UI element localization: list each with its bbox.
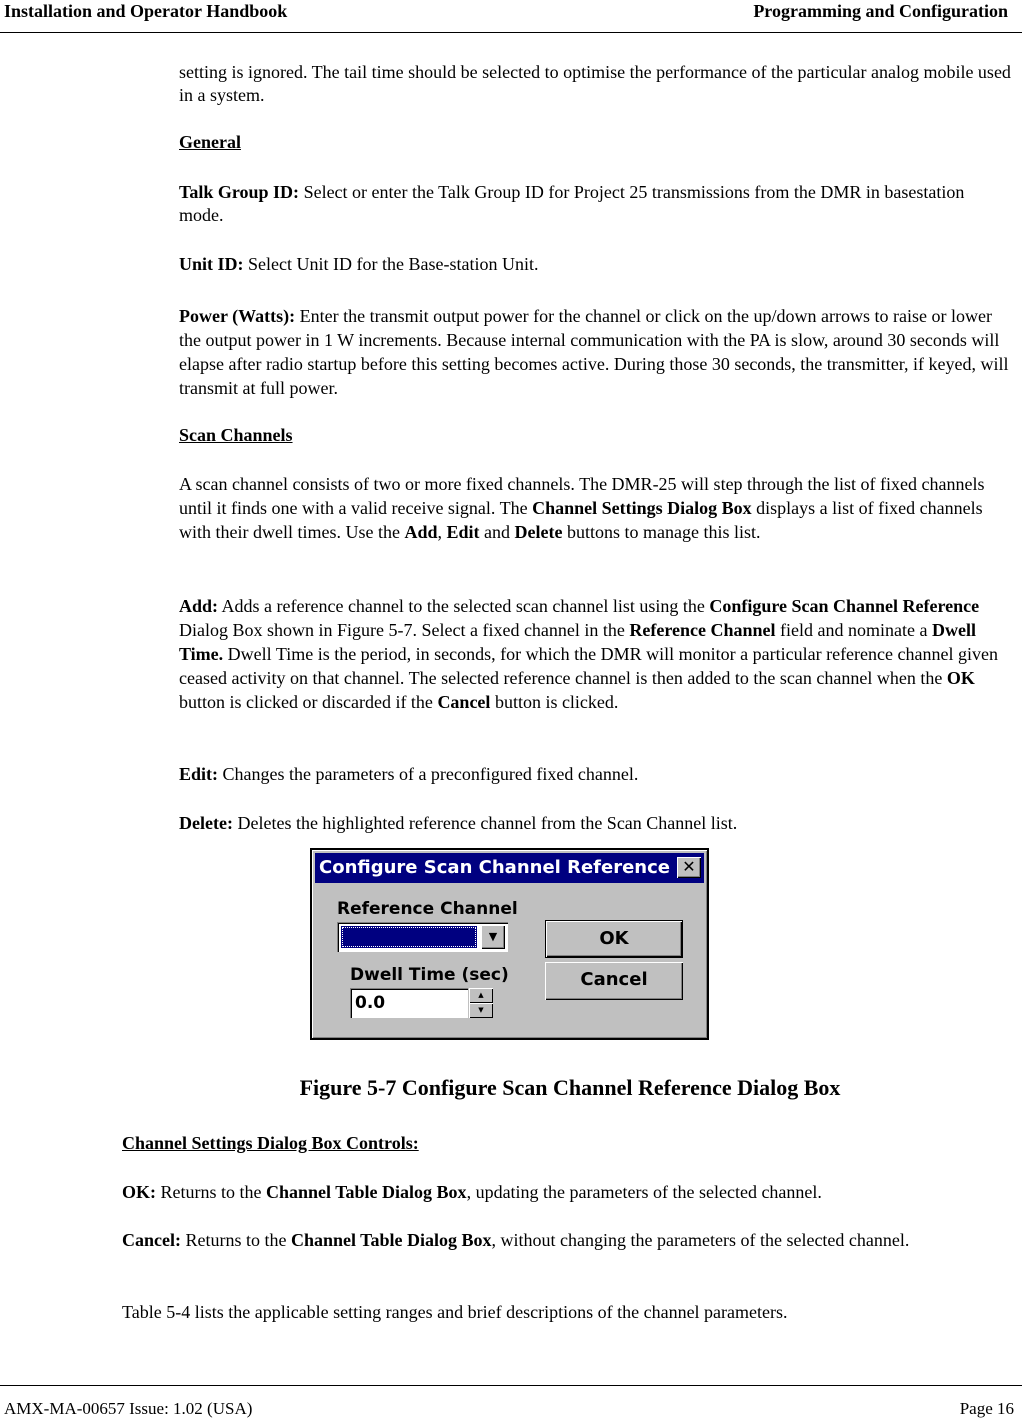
dialog-title-bar [315, 853, 704, 883]
paragraph-unit-id: Unit ID: Select Unit ID for the Base-station Unit. [179, 254, 539, 274]
spin-up-icon[interactable]: ▲ [469, 988, 493, 1003]
close-icon[interactable]: ✕ [677, 857, 701, 878]
footer-page-number: Page 16 [959, 1399, 1014, 1418]
footer-document-id: AMX-MA-00657 Issue: 1.02 (USA) [4, 1399, 253, 1418]
heading-general: General [179, 132, 241, 152]
running-header-title: Installation and Operator Handbook [4, 1, 288, 21]
reference-channel-label: Reference Channel [337, 899, 518, 919]
dialog-title: Configure Scan Channel Reference [319, 857, 670, 878]
header-rule [0, 32, 1022, 33]
dwell-time-input[interactable]: 0.0 [350, 988, 468, 1018]
heading-scan-channels: Scan Channels [179, 425, 293, 445]
paragraph-talk-group: Talk Group ID: Select or enter the Talk Group ID for Project 25 transmissions from the DMR in basestation mode. [179, 182, 965, 225]
reference-channel-dropdown[interactable] [337, 922, 508, 952]
chevron-down-icon[interactable]: ▼ [481, 925, 505, 949]
running-header-section: Programming and Configuration [753, 1, 1008, 21]
paragraph-table-reference: Table 5-4 lists the applicable setting ranges and brief descriptions of the channel parameters. [122, 1302, 788, 1322]
paragraph-cancel: Cancel: Returns to the Channel Table Dialog Box, without changing the parameters of the selected channel. [122, 1230, 910, 1250]
figure-caption: Figure 5-7 Configure Scan Channel Reference Dialog Box [299, 1075, 841, 1100]
configure-scan-channel-reference-dialog [310, 848, 709, 1040]
paragraph-add: Add: Adds a reference channel to the selected scan channel list using the Configure Scan Channel Reference Dialog Box shown in Figure 5-7. Select a fixed channel in the Reference Channel field and nominate a Dwell Time. Dwell Time is the period, in seconds, for which the DMR will monitor a particular reference channel given ceased activity on that channel. The selected reference channel is then added to the scan channel when the OK button is clicked or discarded if the Cancel button is clicked. [179, 596, 998, 712]
paragraph-ok: OK: Returns to the Channel Table Dialog Box, updating the parameters of the selected channel. [122, 1182, 822, 1202]
ok-button[interactable]: OK [545, 920, 683, 958]
dwell-time-label: Dwell Time (sec) [350, 965, 509, 985]
paragraph-power: Power (Watts): Enter the transmit output power for the channel or click on the up/down arrows to raise or lower the output power in 1 W increments. Because internal communication with the PA is slow, around 30 seconds will elapse after radio startup before this setting becomes active. During those 30 seconds, the transmitter, if keyed, will transmit at full power. [179, 306, 1009, 398]
heading-dialog-controls: Channel Settings Dialog Box Controls: [122, 1133, 419, 1153]
paragraph-edit: Edit: Changes the parameters of a preconfigured fixed channel. [179, 764, 639, 784]
reference-channel-selection [341, 926, 477, 948]
footer-rule [0, 1385, 1022, 1386]
dwell-time-stepper[interactable] [469, 988, 493, 1018]
paragraph-scan-channels: A scan channel consists of two or more fixed channels. The DMR-25 will step through the list of fixed channels until it finds one with a valid receive signal. The Channel Settings Dialog Box displays a list of fixed channels with their dwell times. Use the Add, Edit and Delete buttons to manage this list. [179, 474, 985, 542]
spin-down-icon[interactable]: ▼ [469, 1003, 493, 1018]
paragraph-tail-time: setting is ignored. The tail time should be selected to optimise the performance of the particular analog mobile used in a system. [179, 62, 1011, 105]
cancel-button[interactable]: Cancel [545, 962, 683, 1000]
paragraph-delete: Delete: Deletes the highlighted reference channel from the Scan Channel list. [179, 813, 738, 833]
